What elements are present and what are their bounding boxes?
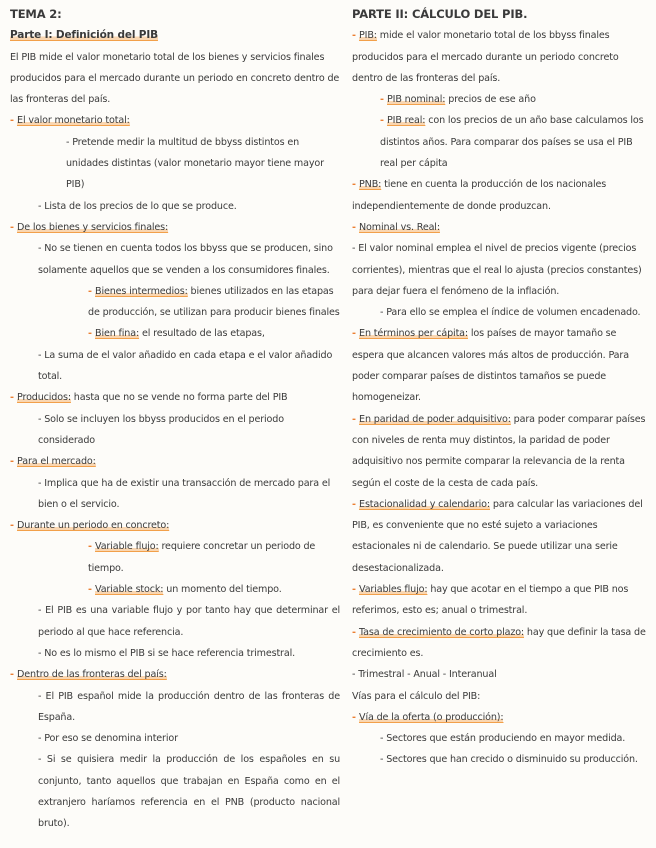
left-line bbox=[10, 217, 340, 238]
bullet-dash: - bbox=[352, 328, 360, 340]
right-line: - PIB real: con los precios de un año base calculamos los distintos años. Para comparar dos países se usa el PIB real per cápita bbox=[380, 115, 644, 170]
right-line bbox=[352, 707, 648, 728]
bullet-dash: - bbox=[88, 541, 96, 553]
left-line: - Si se quisiera medir la producción de los españoles en su conjunto, tanto aquellos que trabajan en España como en el extranjero haríamos referencia en el PNB (producto nacional bruto). bbox=[38, 754, 340, 830]
bullet-dash: - bbox=[10, 669, 18, 681]
right-line: - Sectores que están produciendo en mayor medida. bbox=[380, 733, 626, 745]
highlighted-term: Bien fina: bbox=[95, 328, 140, 340]
left-line: - Por eso se denomina interior bbox=[38, 733, 178, 745]
highlighted-term: Variables flujo: bbox=[359, 584, 428, 596]
left-line bbox=[10, 25, 340, 46]
bullet-dash: - bbox=[352, 626, 360, 638]
bullet-dash: - bbox=[352, 179, 360, 191]
highlighted-term: PNB: bbox=[359, 179, 382, 191]
highlighted-term: Variable stock: bbox=[95, 584, 164, 596]
left-line: - Producidos: hasta que no se vende no forma parte del PIB bbox=[10, 392, 288, 404]
bullet-dash: - bbox=[352, 584, 360, 596]
right-line: - PNB: tiene en cuenta la producción de los nacionales independientemente de donde produzcan. bbox=[352, 179, 607, 212]
right-line: - PIB nominal: precios de ese año bbox=[380, 94, 536, 106]
highlighted-term: Tasa de crecimiento de corto plazo: bbox=[359, 626, 525, 638]
highlighted-term: En paridad de poder adquisitivo: bbox=[359, 413, 511, 425]
highlighted-term: El valor monetario total: bbox=[17, 115, 130, 127]
highlighted-term: Producidos: bbox=[17, 392, 71, 404]
left-line: - La suma de el valor añadido en cada etapa e el valor añadido total. bbox=[38, 349, 333, 383]
right-line: - En paridad de poder adquisitivo: para poder comparar países con niveles de renta muy distintos, la paridad de poder adquisitivo nos permite comparar la relevancia de la renta según el coste de la cesta de cada país. bbox=[352, 413, 646, 489]
left-line: - Bienes intermedios: bienes utilizados en las etapas de producción, se utilizan para producir bienes finales bbox=[88, 285, 340, 319]
right-line: - Trimestral - Anual - Interanual bbox=[352, 669, 497, 681]
bullet-dash: - bbox=[88, 584, 96, 596]
bullet-dash: - bbox=[10, 221, 18, 233]
bullet-dash: - bbox=[88, 328, 96, 340]
bullet-dash: - bbox=[352, 711, 360, 723]
left-line: - El PIB es una variable flujo y por tanto hay que determinar el periodo al que hace referencia. bbox=[38, 605, 340, 638]
right-line: PARTE II: CÁLCULO DEL PIB. bbox=[352, 7, 528, 21]
highlighted-term: Estacionalidad y calendario: bbox=[359, 498, 490, 510]
bullet-dash: - bbox=[352, 413, 360, 425]
highlighted-term: Nominal vs. Real: bbox=[359, 221, 440, 233]
bullet-dash: - bbox=[352, 498, 360, 510]
right-column bbox=[352, 4, 648, 771]
highlighted-term: PIB real: bbox=[387, 115, 426, 127]
right-line: Vías para el cálculo del PIB: bbox=[352, 690, 481, 702]
highlighted-term: Bienes intermedios: bbox=[95, 285, 188, 297]
left-line bbox=[10, 664, 340, 685]
bullet-dash: - bbox=[10, 456, 18, 468]
left-line: - Variable stock: un momento del tiempo. bbox=[88, 584, 282, 596]
left-line: - Bien fina: el resultado de las etapas, bbox=[88, 328, 265, 340]
left-line bbox=[10, 515, 340, 536]
bullet-dash: - bbox=[10, 115, 18, 127]
left-column bbox=[10, 4, 340, 835]
right-line: - Tasa de crecimiento de corto plazo: hay que definir la tasa de crecimiento es. bbox=[352, 626, 646, 659]
bullet-dash: - bbox=[88, 285, 96, 297]
bullet-dash: - bbox=[10, 392, 18, 404]
highlighted-term: PIB nominal: bbox=[387, 94, 446, 106]
right-line: - En términos per cápita: los países de mayor tamaño se espera que alcancen valores más altos de producción. Para poder comparar países de distintos tamaños se puede homogeneizar. bbox=[352, 328, 629, 404]
left-line bbox=[10, 451, 340, 472]
right-line bbox=[352, 217, 648, 238]
left-line: - Solo se incluyen los bbyss producidos en el periodo considerado bbox=[38, 413, 284, 446]
right-line: - Estacionalidad y calendario: para calcular las variaciones del PIB, es conveniente que no esté sujeto a variaciones estacionales ni de calendario. Se puede utilizar una serie desestacionalizada. bbox=[352, 498, 643, 574]
left-line: - Implica que ha de existir una transacción de mercado para el bien o el servicio. bbox=[38, 477, 331, 510]
highlighted-term: Parte I: Definición del PIB bbox=[10, 29, 158, 42]
highlighted-term: Variable flujo: bbox=[95, 541, 159, 553]
left-line: - No se tienen en cuenta todos los bbyss que se producen, sino solamente aquellos que se venden a los consumidores finales. bbox=[38, 243, 333, 276]
bullet-dash: - bbox=[352, 221, 360, 233]
highlighted-term: Vía de la oferta (o producción): bbox=[359, 711, 504, 723]
bullet-dash: - bbox=[10, 520, 18, 532]
right-line: - Variables flujo: hay que acotar en el tiempo a que PIB nos referimos, esto es; anual o trimestral. bbox=[352, 584, 629, 617]
left-line: - No es lo mismo el PIB si se hace referencia trimestral. bbox=[38, 647, 295, 659]
highlighted-term: Durante un periodo en concreto: bbox=[17, 520, 170, 532]
left-line: TEMA 2: bbox=[10, 7, 62, 21]
right-line: - El valor nominal emplea el nivel de precios vigente (precios corrientes), mientras que el real lo ajusta (precios constantes) para dejar fuera el fenómeno de la inflación. bbox=[352, 243, 642, 297]
right-line: - Para ello se emplea el índice de volumen encadenado. bbox=[380, 307, 641, 319]
bullet-dash: - bbox=[380, 115, 388, 127]
bullet-dash: - bbox=[380, 94, 388, 106]
right-line: - PIB: mide el valor monetario total de los bbyss finales producidos para el mercado durante un periodo concreto dentro de las fronteras del país. bbox=[352, 30, 619, 84]
right-line: - Sectores que han crecido o disminuido su producción. bbox=[380, 754, 638, 766]
highlighted-term: PIB: bbox=[359, 30, 377, 42]
left-line: El PIB mide el valor monetario total de los bienes y servicios finales producidos para el mercado durante un periodo en concreto dentro de las fronteras del país. bbox=[10, 51, 340, 106]
left-line: - Lista de los precios de lo que se produce. bbox=[38, 200, 237, 212]
left-line: - El PIB español mide la producción dentro de las fronteras de España. bbox=[38, 690, 340, 723]
highlighted-term: De los bienes y servicios finales: bbox=[17, 221, 169, 233]
left-line: - Pretende medir la multitud de bbyss distintos en unidades distintas (valor monetario mayor tiene mayor PIB) bbox=[66, 136, 324, 191]
highlighted-term: Para el mercado: bbox=[17, 456, 96, 468]
highlighted-term: Dentro de las fronteras del país: bbox=[17, 669, 167, 681]
left-line: - Variable flujo: requiere concretar un periodo de tiempo. bbox=[88, 541, 316, 574]
bullet-dash: - bbox=[352, 30, 360, 42]
highlighted-term: En términos per cápita: bbox=[359, 328, 468, 340]
left-line bbox=[10, 110, 340, 131]
